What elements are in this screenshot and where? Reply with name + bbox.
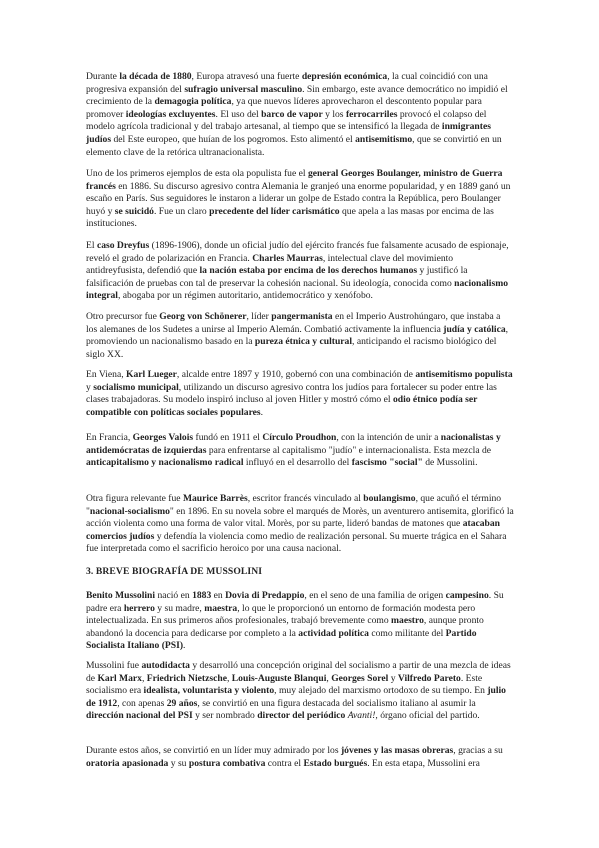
text-run: para enfrentarse al capitalismo "judío" e internacionalista. Esta mezcla de bbox=[206, 444, 492, 456]
text-run: y su bbox=[168, 757, 189, 769]
text-run: en el Imperio Austrohúngaro, que instaba a los alemanes de los Sudetes a unirse al Imperio Alemán. Combatió activamente la influencia bbox=[86, 311, 501, 335]
bold-text: pangermanista bbox=[271, 311, 333, 322]
bold-text: nacionalismo integral bbox=[86, 277, 508, 302]
text-run: fundó en 1911 el bbox=[193, 432, 263, 443]
bold-text: herrero bbox=[123, 602, 155, 614]
bold-text: postura combativa bbox=[188, 757, 266, 769]
bold-text: nacionalistas y antidemócratas de izquierdas bbox=[86, 432, 501, 456]
text-run: " en 1896. En su novela sobre el marqués de Morès, un aventurero antisemita, glorificó la acción violenta como una forma de valor vital. Morès, por su parte, lideró bandas de matones que bbox=[86, 505, 514, 530]
text-run: . Este socialismo era bbox=[86, 672, 483, 697]
text-run: , la cual coincidió con una progresiva expansión del bbox=[86, 71, 488, 95]
text-run: y desarrolló una concepción original del socialismo a partir de una mezcla de ideas de bbox=[86, 660, 511, 684]
text-run: , ya que nuevos líderes aprovecharon el descontento popular para promover bbox=[86, 96, 482, 120]
bold-text: julio de 1912 bbox=[86, 685, 506, 709]
text-run: Otra figura relevante fue bbox=[86, 493, 183, 504]
text-run: , escritor francés vinculado al bbox=[247, 493, 364, 504]
bold-text: maestro bbox=[391, 615, 424, 627]
text-run: en 1886. Su discurso agresivo contra Alemania le granjeó una enorme popularidad, y en 1889 ganó un escaño en París. Sus seguidores le instaron a liderar un golpe de Estado contra la República, pero Boulanger huyó y bbox=[86, 180, 511, 217]
bold-text: Friedrich Nietzsche bbox=[146, 672, 227, 684]
text-run: del Este europeo, que huían de los pogromos. Esto alimentó el bbox=[111, 133, 356, 145]
text-run: en bbox=[211, 590, 226, 601]
text-run: , que se convirtió en un elemento clave de la retórica ultranacionalista. bbox=[86, 133, 502, 158]
text-run: provocó el colapso del modelo agrícola tradicional y del trabajo artesanal, al tiempo que se intensificó la llegada de bbox=[86, 108, 487, 133]
text-run: (1896-1906), donde un oficial judío del ejército francés fue falsamente acusado de espionaje, reveló el grado de polarización en Francia. bbox=[86, 240, 509, 264]
text-run: como militante del bbox=[368, 627, 446, 639]
text-run: , promoviendo un nacionalismo basado en la bbox=[86, 323, 509, 348]
text-run: , bbox=[141, 672, 147, 684]
bold-text: Estado burgués bbox=[303, 757, 368, 769]
bold-text: judía y católica bbox=[443, 323, 506, 335]
text-run: que apela a las masas por encima de las instituciones. bbox=[86, 205, 494, 230]
paragraph-mussolini-birth bbox=[86, 590, 514, 653]
text-run: de Mussolini. bbox=[422, 457, 478, 469]
paragraph-boulanger bbox=[86, 168, 514, 231]
text-run: . En esta etapa, Mussolini era bbox=[367, 757, 480, 769]
text-run: contra el bbox=[265, 757, 304, 769]
text-run: , en el seno de una familia de origen bbox=[304, 590, 446, 601]
bold-text: maestra bbox=[204, 602, 238, 614]
paragraph-economic-depression bbox=[86, 71, 514, 159]
text-run: , bbox=[226, 672, 232, 684]
bold-text: director del periódico bbox=[257, 710, 346, 722]
bold-text: jóvenes y las masas obreras bbox=[340, 745, 454, 756]
bold-text: Maurice Barrès bbox=[182, 493, 248, 504]
bold-text: barco de vapor bbox=[261, 108, 323, 120]
paragraph-lueger bbox=[86, 369, 514, 419]
bold-text: boulangismo bbox=[363, 493, 416, 504]
paragraph-mussolini-ideology bbox=[86, 660, 514, 723]
text-run: , que acuñó el término " bbox=[86, 493, 502, 517]
bold-text: depresión económica bbox=[301, 71, 388, 82]
bold-text: Vilfredo Pareto bbox=[397, 672, 461, 684]
text-run: Otro precursor fue bbox=[86, 311, 160, 322]
bold-text: Benito Mussolini bbox=[86, 590, 156, 601]
bold-text: Georges Valois bbox=[132, 432, 194, 443]
bold-text: Karl Marx bbox=[97, 672, 142, 684]
bold-text: inmigrantes judíos bbox=[86, 121, 491, 145]
bold-text: odio étnico podía ser compatible con políticas sociales populares bbox=[86, 394, 478, 418]
italic-text: Avanti! bbox=[347, 710, 376, 722]
text-run: y ser nombrado bbox=[192, 710, 258, 722]
text-run: En Francia, bbox=[86, 432, 133, 443]
text-run: y bbox=[388, 672, 398, 684]
text-run: , gracias a su bbox=[453, 745, 503, 756]
text-run: influyó en el desarrollo del bbox=[243, 457, 352, 469]
paragraph-valois bbox=[86, 432, 514, 470]
text-run: , se convirtió en una figura destacada del socialismo italiano al asumir la bbox=[197, 697, 476, 709]
text-run: , intelectual clave del movimiento antidreyfusista, defendió que bbox=[86, 252, 454, 277]
bold-text: Georges Sorel bbox=[331, 672, 389, 684]
bold-text: campesino bbox=[445, 590, 489, 601]
text-run: , líder bbox=[246, 311, 272, 322]
bold-text: Dovia di Predappio bbox=[225, 590, 305, 601]
text-run: y bbox=[86, 381, 94, 393]
bold-text: Charles Maurras bbox=[252, 252, 323, 264]
text-run: Durante estos años, se convirtió en un líder muy admirado por los bbox=[86, 745, 341, 756]
bold-text: pureza étnica y cultural bbox=[254, 336, 353, 348]
text-run: , alcalde entre 1897 y 1910, gobernó con una combinación de bbox=[176, 369, 416, 380]
text-run: nació en bbox=[155, 590, 193, 601]
text-run: , anticipando el racismo biológico del siglo XX. bbox=[86, 336, 497, 360]
bold-text: autodidacta bbox=[141, 660, 190, 671]
bold-text: fascismo "social" bbox=[351, 457, 423, 469]
bold-text: Karl Lueger bbox=[126, 369, 177, 380]
text-run: En Viena, bbox=[86, 369, 127, 380]
text-run: y su madre, bbox=[154, 602, 205, 614]
text-run: . bbox=[183, 640, 186, 652]
bold-text: idealista, voluntarista y violento bbox=[143, 685, 275, 697]
text-run: , con apenas bbox=[117, 697, 167, 709]
text-run: , con la intención de unir a bbox=[336, 432, 441, 443]
bold-text: se suicidó bbox=[114, 205, 154, 217]
bold-text: general Georges Boulanger, ministro de Guerra francés bbox=[86, 168, 503, 192]
text-run: y justificó la falsificación de pruebas con tal de preservar la cohesión nacional. Su ideología, conocida como bbox=[86, 265, 468, 289]
bold-text: la década de 1880 bbox=[119, 71, 192, 82]
text-run: . El uso del bbox=[215, 108, 262, 120]
paragraph-mussolini-leader bbox=[86, 745, 514, 770]
text-run: , muy alejado del marxismo ortodoxo de su tiempo. En bbox=[274, 685, 488, 697]
text-run: Durante bbox=[86, 71, 120, 82]
bold-text: demagogia política bbox=[154, 96, 232, 108]
text-run: . Su padre era bbox=[86, 590, 504, 614]
text-run: . bbox=[260, 406, 264, 418]
bold-text: socialismo municipal bbox=[93, 381, 179, 393]
bold-text: antisemitismo populista bbox=[415, 369, 513, 380]
text-run: . Sin embargo, este avance democrático no impidió el crecimiento de la bbox=[86, 83, 508, 108]
bold-text: actividad política bbox=[298, 627, 369, 639]
bold-text: ideologías excluyentes bbox=[125, 108, 216, 120]
text-run: , lo que le proporcionó un entorno de formación modesta pero intelectualizada. En sus primeros años profesionales, trabajó brevemente como bbox=[86, 602, 476, 627]
text-run: Uno de los primeros ejemplos de esta ola populista fue el bbox=[86, 168, 308, 179]
bold-text: antisemitismo bbox=[355, 133, 413, 145]
text-run: . Fue un claro bbox=[153, 205, 210, 217]
section-heading: 3. BREVE BIOGRAFÍA DE MUSSOLINI bbox=[86, 566, 263, 577]
bold-text: sufragio universal masculino bbox=[184, 83, 303, 95]
bold-text: ferrocarriles bbox=[345, 108, 398, 120]
text-run: , abogaba por un régimen autoritario, antidemocrático y xenófobo. bbox=[117, 290, 373, 302]
text-run: , utilizando un discurso agresivo contra los judíos para fortalecer su poder entre las clases trabajadoras. Su modelo inspiró incluso al joven Hitler y mostró cómo el bbox=[86, 381, 497, 406]
bold-text: anticapitalismo y nacionalismo radical bbox=[86, 457, 244, 469]
paragraph-barres bbox=[86, 493, 514, 556]
bold-text: 29 años bbox=[166, 697, 198, 709]
bold-text: precedente del líder carismático bbox=[209, 205, 340, 217]
bold-text: dirección nacional del PSI bbox=[86, 710, 193, 722]
text-run: El bbox=[86, 240, 97, 251]
text-run: y defendía la violencia como medio de realización personal. Su muerte trágica en el Sahara fue interpretada como el sacrificio heroico por una causa nacional. bbox=[86, 530, 507, 555]
text-run: Mussolini fue bbox=[86, 660, 142, 671]
bold-text: atacaban comercios judíos bbox=[86, 518, 501, 542]
bold-text: caso Dreyfus bbox=[96, 240, 150, 251]
bold-text: oratoria apasionada bbox=[86, 757, 169, 769]
text-run: , aunque pronto abandonó la docencia para dedicarse por completo a la bbox=[86, 615, 484, 639]
bold-text: Louis-Auguste Blanqui bbox=[231, 672, 327, 684]
bold-text: nacional-socialismo bbox=[89, 505, 170, 517]
bold-text: Partido Socialista Italiano (PSI) bbox=[86, 627, 477, 652]
text-run: , órgano oficial del partido. bbox=[375, 710, 480, 722]
bold-text: la nación estaba por encima de los derechos humanos bbox=[199, 265, 418, 277]
text-run: , Europa atravesó una fuerte bbox=[191, 71, 302, 82]
paragraph-dreyfus bbox=[86, 240, 514, 303]
text-run: , bbox=[326, 672, 332, 684]
bold-text: 1883 bbox=[192, 590, 212, 601]
paragraph-schonerer bbox=[86, 311, 514, 361]
bold-text: Georg von Schönerer bbox=[159, 311, 247, 322]
bold-text: Círculo Proudhon bbox=[262, 432, 337, 443]
text-run: y los bbox=[322, 108, 346, 120]
